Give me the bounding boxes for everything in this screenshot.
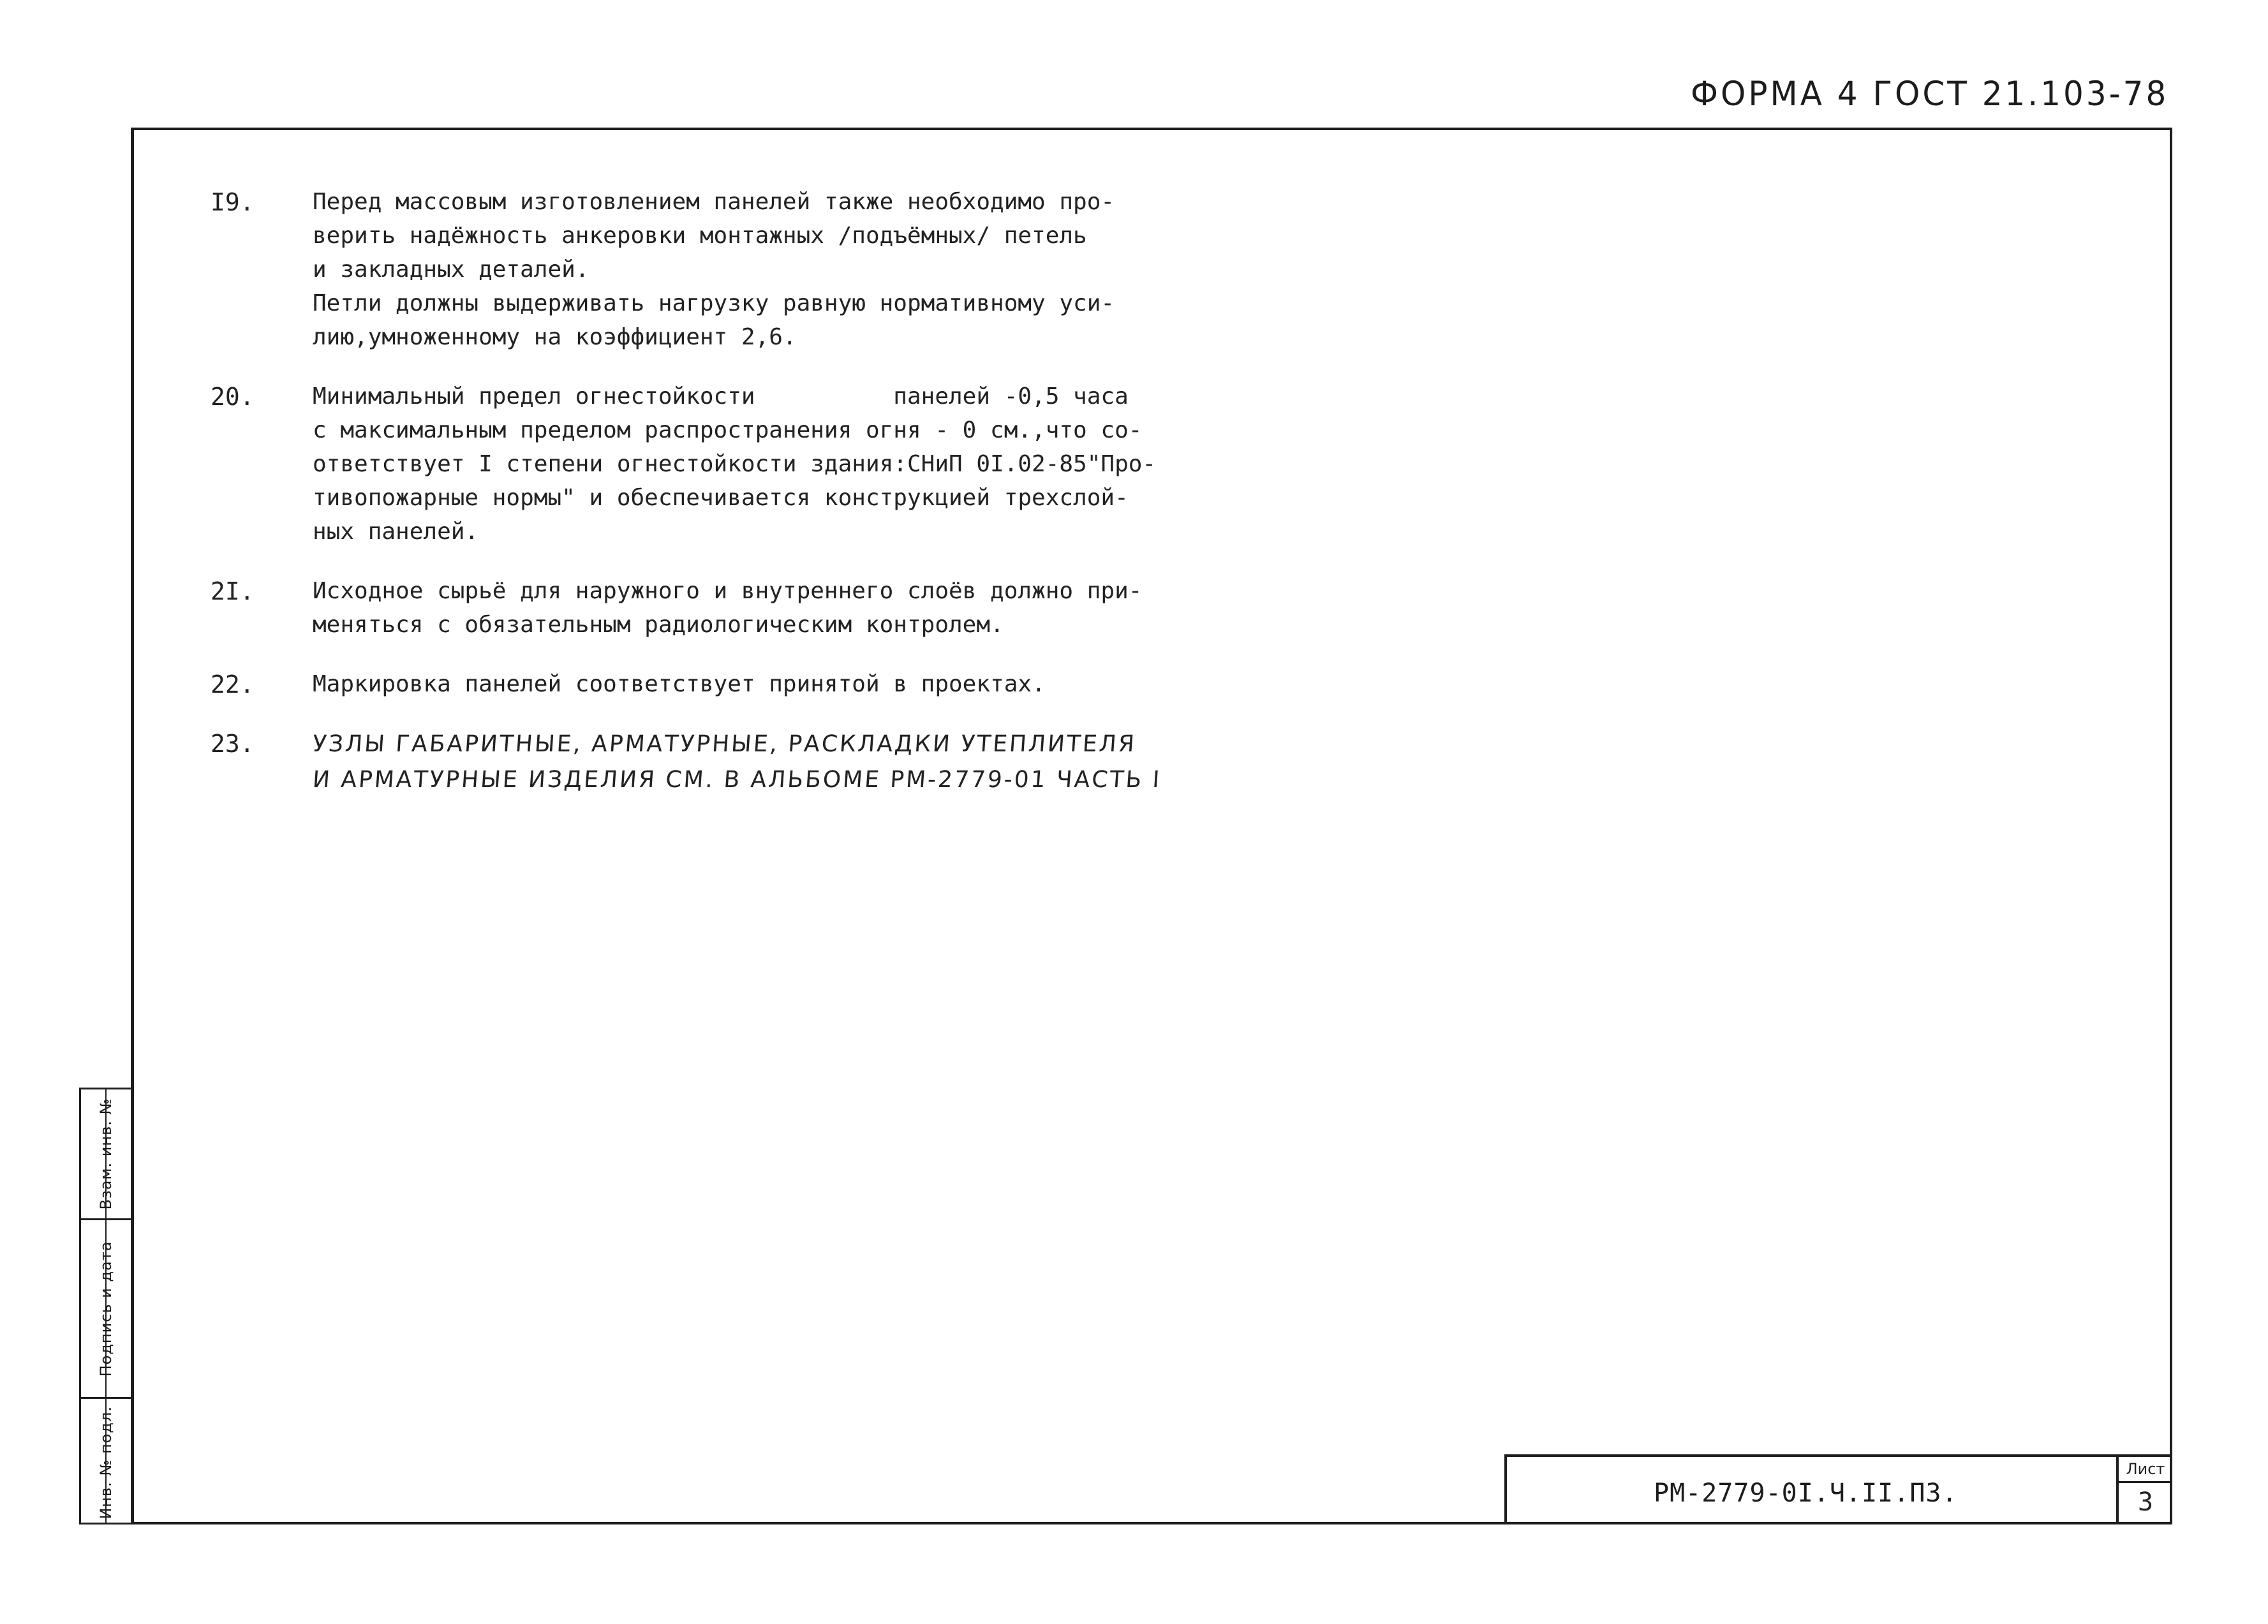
notes-list (211, 185, 1193, 823)
note-line: меняться с обязательным радиологическим контролем. (313, 612, 1004, 638)
note-number: I9. (211, 188, 255, 216)
note-line: и закладных деталей. (313, 256, 589, 283)
side-cell-replaced-inv (81, 1089, 131, 1220)
note-line: Минимальный предел огнестойкости панелей -0,5 часа (313, 383, 1129, 410)
note-line: Перед массовым изготовлением панелей также необходимо про- (313, 189, 1115, 215)
document-code: РМ-2779-0I.Ч.II.ПЗ. (1654, 1479, 1958, 1508)
sheet-box (2116, 1457, 2172, 1524)
note-line: УЗЛЫ ГАБАРИТНЫЕ, АРМАТУРНЫЕ, РАСКЛАДКИ УТЕПЛИТЕЛЯ (311, 731, 1138, 757)
note-body (313, 185, 1193, 354)
note-number: 23. (211, 730, 255, 758)
note-line: с максимальным пределом распространения огня - 0 см.,что со- (313, 417, 1143, 443)
note-item-21 (211, 574, 1193, 642)
note-line: ответствует I степени огнестойкости здания:СНиП 0I.02-85"Про- (313, 451, 1157, 477)
note-item-23 (211, 727, 1193, 798)
side-cell-original-inv (81, 1399, 131, 1526)
note-line: И АРМАТУРНЫЕ ИЗДЕЛИЯ СМ. В АЛЬБОМЕ РМ-2779-01 ЧАСТЬ I (311, 767, 1162, 793)
note-line: тивопожарные нормы" и обеспечивается конструкцией трехслой- (313, 485, 1129, 511)
note-body (313, 574, 1193, 642)
side-stamp (79, 1088, 131, 1524)
note-body-handwritten (313, 727, 1193, 798)
side-cell-label: Инв. № подл. (97, 1406, 115, 1519)
note-body (313, 380, 1193, 549)
note-item-22 (211, 667, 1193, 701)
side-cell-label: Взам. инв. № (97, 1098, 115, 1210)
note-line: ных панелей. (313, 519, 479, 545)
side-cell-signature-date (81, 1220, 131, 1399)
note-line: лию,умноженному на коэффициент 2,6. (313, 324, 797, 350)
note-item-19 (211, 185, 1193, 354)
note-number: 20. (211, 383, 255, 411)
note-number: 2I. (211, 577, 255, 605)
note-line: Маркировка панелей соответствует принятой в проектах. (313, 671, 1046, 697)
form-label: ФОРМА 4 ГОСТ 21.103-78 (1691, 74, 2169, 114)
note-line: Исходное сырьё для наружного и внутреннего слоёв должно при- (313, 578, 1143, 604)
sheet-label: Лист (2119, 1457, 2172, 1483)
note-number: 22. (211, 670, 255, 698)
note-body (313, 667, 1193, 701)
note-item-20 (211, 380, 1193, 549)
note-line: верить надёжность анкеровки монтажных /подъёмных/ петель (313, 223, 1087, 249)
note-line: Петли должны выдерживать нагрузку равную нормативному уси- (313, 290, 1115, 316)
title-block (1504, 1454, 2172, 1524)
side-cell-label: Подпись и дата (97, 1241, 115, 1377)
sheet-number: 3 (2137, 1487, 2154, 1517)
